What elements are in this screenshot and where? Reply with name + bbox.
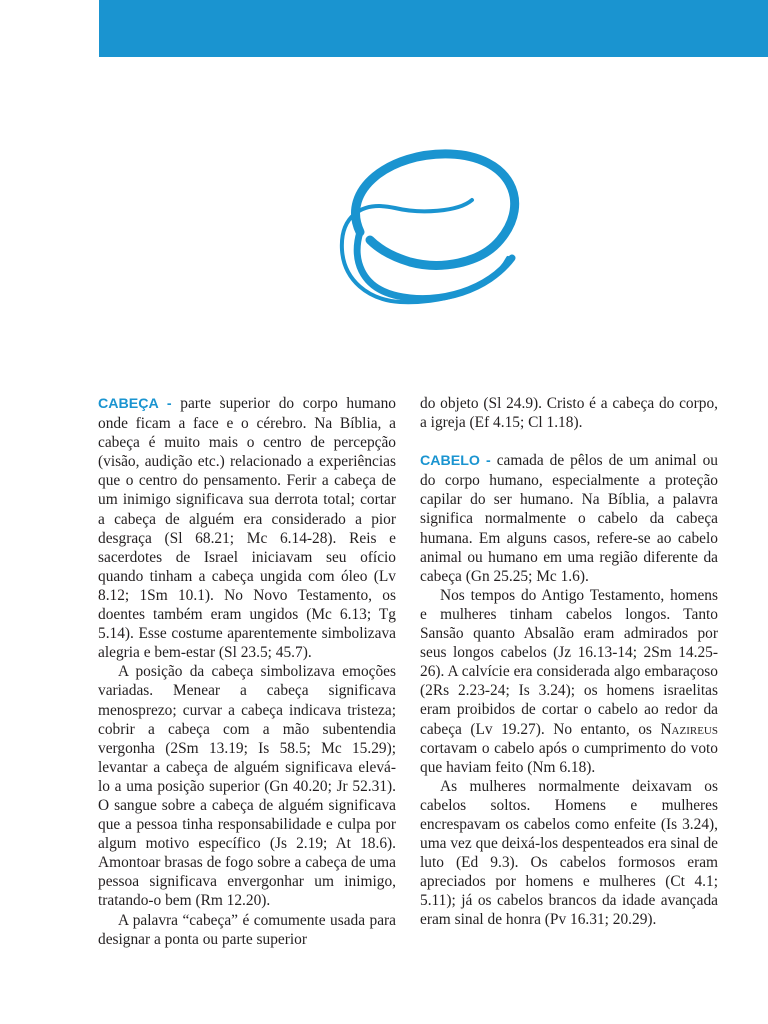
entry-cabeca-text: parte superior do corpo humano onde ficam a face e o cérebro. Na Bíblia, a cabeça é muito mais o centro de percepção (visão, audição etc.) relacionado a experiências que o centro do pensamento. Ferir a cabeça de um inimigo significava sua derrota total; cortar a cabeça de alguém era considerado a pior desgraça (Sl 68.21; Mc 6.14-28). Reis e sacerdotes de Israel iniciavam seu ofício quando tinham a cabeça ungida com óleo (Lv 8.12; 1Sm 10.1). No Novo Testamento, os doentes também eram ungidos (Mc 6.13; Tg 5.14). Esse costume aparentemente simbolizava alegria e bem-estar (Sl 23.5; 45.7). (98, 395, 396, 662)
nazireus-term: Nazireus (660, 720, 718, 738)
cabelo-p2-after: cortavam o cabelo após o cumprimento do voto que haviam feito (Nm 6.18). (420, 739, 718, 776)
decorative-initial-c (300, 140, 540, 320)
header-color-band (99, 0, 768, 57)
entry-cabelo-text: camada de pêlos de um animal ou do corpo humano, especialmente a proteção capilar do ser humano. Na Bíblia, a palavra significa normalmente o cabelo da cabeça humana. Em alguns casos, refere-se ao cabelo animal ou humano em uma região diferente da cabeça (Gn 25.25; Mc 1.6). (420, 452, 718, 585)
cabelo-paragraph-2 (420, 586, 718, 777)
entry-term-cabelo: CABELO - (420, 453, 491, 470)
entry-cabelo (420, 451, 718, 586)
cabelo-p2-before: Nos tempos do Antigo Testamento, homens e mulheres tinham cabelos longos. Tanto Sansão quanto Absalão eram admirados por seus longos cabelos (Jz 16.13-14; 2Sm 14.25-26). A calvície era considerada algo embaraçoso (2Rs 2.23-24; Is 3.24); os homens israelitas eram proibidos de cortar o cabelo ao redor da cabeça (Lv 19.27). No entanto, os (420, 586, 718, 738)
cabeca-paragraph-3: A palavra “cabeça” é comumente usada para designar a ponta ou parte superior (98, 911, 396, 948)
entry-cabeca (98, 394, 396, 662)
entry-term-cabeca: CABEÇA - (98, 396, 172, 412)
cabelo-paragraph-3: As mulheres normalmente deixavam os cabelos soltos. Homens e mulheres encrespavam os cabelos como enfeite (Is 3.24), uma vez que deixá-los despenteados era sinal de luto (Ed 9.3). Os cabelos formosos eram apreciados por homens e mulheres (Ct 4.1; 5.11); já os cabelos brancos da idade avançada eram sinal de honra (Pv 16.31; 20.29). (420, 777, 718, 929)
right-column (420, 394, 718, 930)
cabeca-paragraph-2: A posição da cabeça simbolizava emoções variadas. Menear a cabeça significava menosprezo; curvar a cabeça indicava tristeza; cobrir a cabeça com a mão subentendia vergonha (2Sm 13.19; Is 58.5; Mc 15.29); levantar a cabeça de alguém significava elevá-lo a uma posição superior (Gn 40.20; Jr 52.31). O sangue sobre a cabeça de alguém significava que a pessoa tinha responsabilidade e culpa por algum motivo específico (Js 2.19; At 18.6). Amontoar brasas de fogo sobre a cabeça de uma pessoa significava envergonhar um inimigo, tratando-o bem (Rm 12.20). (98, 663, 396, 910)
cabeca-continuation: do objeto (Sl 24.9). Cristo é a cabeça do corpo, a igreja (Ef 4.15; Cl 1.18). (420, 395, 718, 432)
left-column (98, 394, 396, 949)
